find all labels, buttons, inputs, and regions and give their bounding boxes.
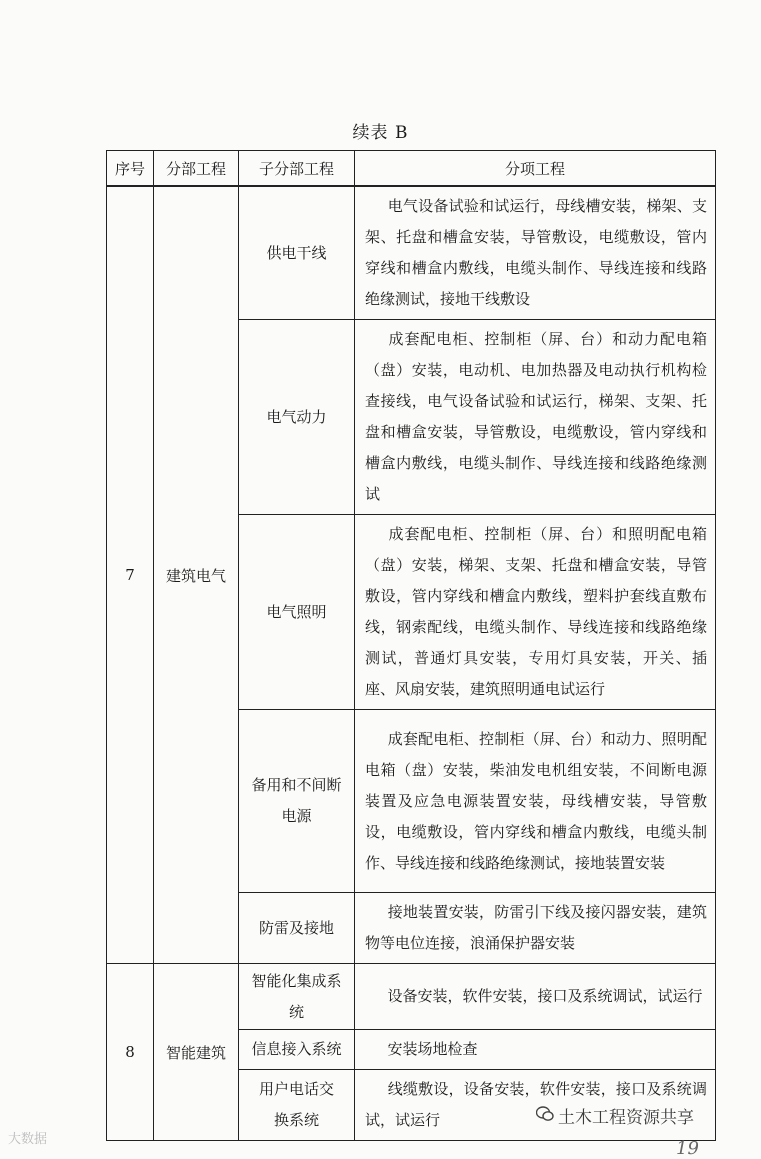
items-text: 线缆敷设，设备安装，软件安装，接口及系统调试，试运行 <box>365 1080 707 1129</box>
watermark-right: 土木工程资源共享 <box>558 1108 694 1128</box>
table-caption: 续表 B <box>352 123 409 143</box>
page-number: 19 <box>676 1138 699 1159</box>
subdivision-cell: 防雷及接地 <box>239 893 355 964</box>
header-items: 分项工程 <box>355 151 716 187</box>
header-subdivision: 子分部工程 <box>239 151 355 187</box>
subdivision-cell: 电气照明 <box>239 515 355 710</box>
subdivision-cell: 用户电话交换系统 <box>239 1070 355 1141</box>
items-cell <box>355 893 716 964</box>
subdivision-cell: 备用和不间断电源 <box>239 710 355 893</box>
items-cell <box>355 964 716 1030</box>
header-division: 分部工程 <box>154 151 239 187</box>
group-num: 7 <box>107 186 154 964</box>
wechat-icon <box>536 1106 554 1122</box>
items-cell <box>355 186 716 320</box>
items-text: 电气设备试验和试运行，母线槽安装，梯架、支架、托盘和槽盒安装，导管敷设，电缆敷设，管内穿线和槽盒内敷线，电缆头制作、导线连接和线路绝缘测试，接地干线敷设 <box>365 197 707 308</box>
items-text: 设备安装，软件安装，接口及系统调试，试运行 <box>387 987 703 1005</box>
items-text: 安装场地检查 <box>387 1040 478 1058</box>
header-row <box>107 151 716 187</box>
items-cell <box>355 515 716 710</box>
items-text: 成套配电柜、控制柜（屏、台）和动力配电箱（盘）安装，电动机、电加热器及电动执行机构检查接线，电气设备试验和试运行，梯架、支架、托盘和槽盒安装，导管敷设，电缆敷设，管内穿线和槽盒内敷线，电缆头制作、导线连接和线路绝缘测试 <box>365 330 707 503</box>
subdivision-cell: 供电干线 <box>239 186 355 320</box>
watermark-left: 大数据 <box>8 1132 48 1147</box>
items-text: 接地装置安装，防雷引下线及接闪器安装，建筑物等电位连接，浪涌保护器安装 <box>365 903 707 952</box>
items-text: 成套配电柜、控制柜（屏、台）和照明配电箱（盘）安装，梯架、支架、托盘和槽盒安装，导管敷设，管内穿线和槽盒内敷线，塑料护套线直敷布线，钢索配线，电缆头制作、导线连接和线路绝缘测试，普通灯具安装，专用灯具安装，开关、插座、风扇安装，建筑照明通电试运行 <box>365 525 707 698</box>
items-cell <box>355 1030 716 1070</box>
group-division: 建筑电气 <box>154 186 239 964</box>
group-num: 8 <box>107 964 154 1141</box>
items-cell <box>355 710 716 893</box>
group-division: 智能建筑 <box>154 964 239 1141</box>
header-num: 序号 <box>107 151 154 187</box>
items-cell <box>355 320 716 515</box>
table-row <box>107 964 716 1030</box>
subdivision-cell: 信息接入系统 <box>239 1030 355 1070</box>
table-row <box>107 186 716 320</box>
subdivision-cell: 智能化集成系统 <box>239 964 355 1030</box>
items-text: 成套配电柜、控制柜（屏、台）和动力、照明配电箱（盘）安装，柴油发电机组安装，不间断电源装置及应急电源装置安装，母线槽安装，导管敷设，电缆敷设，管内穿线和槽盒内敷线，电缆头制作、导线连接和线路绝缘测试，接地装置安装 <box>365 729 707 872</box>
spec-table <box>106 150 716 1141</box>
subdivision-cell: 电气动力 <box>239 320 355 515</box>
